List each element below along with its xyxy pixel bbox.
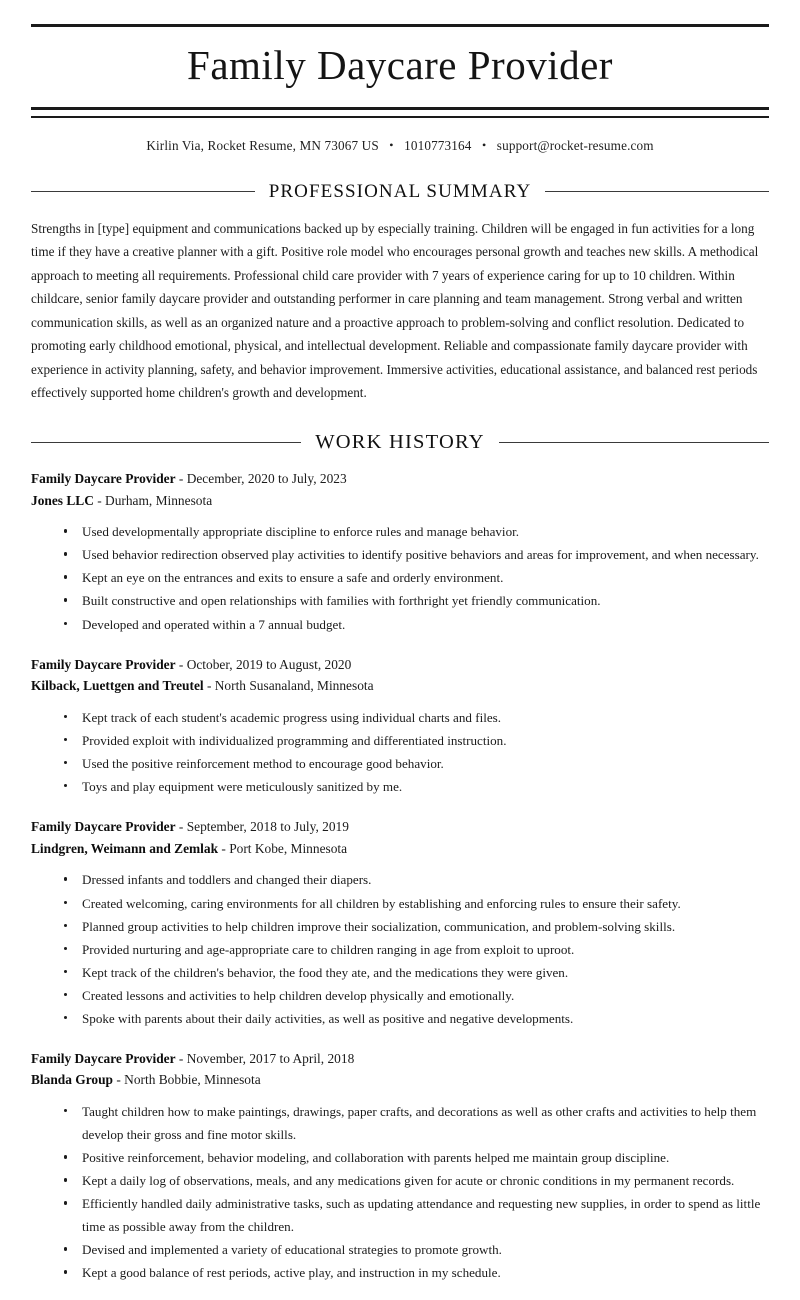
- job-bullet: Devised and implemented a variety of educational strategies to promote growth.: [51, 1238, 769, 1261]
- job-bullet: Used developmentally appropriate discipline to enforce rules and manage behavior.: [51, 520, 769, 543]
- job-company-dash: -: [218, 840, 230, 856]
- job-company: Jones LLC: [31, 492, 94, 508]
- section-rule-left: [31, 442, 301, 443]
- job-title: Family Daycare Provider: [31, 819, 176, 835]
- job-location: North Susanaland, Minnesota: [214, 678, 374, 694]
- professional-summary-section: [0, 181, 800, 405]
- resume-header: [0, 24, 800, 155]
- section-rule-right: [499, 442, 769, 443]
- job-location: Port Kobe, Minnesota: [229, 840, 348, 856]
- job-bullet: Created welcoming, caring environments for all children by establishing and enforcing rules to ensure their safety.: [51, 892, 769, 915]
- job-bullet: Created lessons and activities to help children develop physically and emotionally.: [51, 984, 769, 1007]
- job-company-line: [31, 838, 769, 860]
- job-bullet-list: [31, 706, 769, 798]
- job-title-dash: -: [175, 819, 187, 835]
- section-heading-work-history: [31, 431, 769, 454]
- job-title-dash: -: [175, 470, 187, 486]
- job-company-dash: -: [93, 492, 106, 508]
- work-history-entry: [31, 1048, 769, 1285]
- work-history-section: [0, 431, 800, 1284]
- job-bullet: Toys and play equipment were meticulously sanitized by me.: [51, 775, 769, 798]
- job-company-dash: -: [113, 1072, 125, 1088]
- header-bottom-double-rule: [31, 107, 769, 118]
- job-bullet: Taught children how to make paintings, drawings, paper crafts, and decorations as well as other crafts and activities to help them develop their gross and fine motor skills.: [51, 1100, 769, 1146]
- job-bullet: Provided nurturing and age-appropriate care to children ranging in age from exploit to uproot.: [51, 938, 769, 961]
- job-dates: September, 2018 to July, 2019: [186, 819, 349, 835]
- contact-email[interactable]: support@rocket-resume.com: [496, 138, 654, 154]
- job-title-line: [31, 816, 769, 838]
- job-bullet-list: [31, 1100, 769, 1284]
- job-dates: October, 2019 to August, 2020: [186, 656, 352, 672]
- contact-line: [31, 118, 769, 155]
- job-title: Family Daycare Provider: [31, 656, 176, 672]
- section-title: WORK HISTORY: [315, 430, 485, 453]
- job-bullet: Planned group activities to help children improve their socialization, communication, and problem-solving skills.: [51, 915, 769, 938]
- job-title-line: [31, 468, 769, 490]
- job-location: Durham, Minnesota: [105, 492, 213, 508]
- job-bullet: Kept track of each student's academic progress using individual charts and files.: [51, 706, 769, 729]
- job-bullet: Efficiently handled daily administrative tasks, such as updating attendance and requesting new supplies, in order to spend as little time as possible away from the children.: [51, 1192, 769, 1238]
- job-company-line: [31, 490, 769, 512]
- job-bullet: Spoke with parents about their daily activities, as well as positive and negative developments.: [51, 1007, 769, 1030]
- job-bullet-list: [31, 868, 769, 1029]
- section-rule-right: [545, 191, 769, 192]
- professional-summary-text: Strengths in [type] equipment and communications backed up by especially training. Children will be engaged in fun activities for a long time if they have a creative planner with a gift. Positive role model who encourages personal growth and teaches new skills. A methodical approach to meeting all requirements. Professional child care provider with 7 years of experience caring for up to 10 children. Within childcare, senior family daycare provider and outstanding performer in care planning and team management. Strong verbal and written communication skills, as well as an organized nature and a proactive approach to problem-solving and conflict resolution. Dedicated to promoting early childhood emotional, physical, and intellectual development. Reliable and compassionate family daycare provider with experience in activity planning, safety, and behavior improvement. Immersive activities, educational assistance, and balanced rest periods effectively supported home children's growth and development.: [31, 220, 759, 401]
- job-title: Family Daycare Provider: [31, 470, 176, 486]
- job-location: North Bobbie, Minnesota: [124, 1072, 261, 1088]
- page-bottom-spacer: [0, 1284, 800, 1300]
- job-title-line: [31, 654, 769, 676]
- job-bullet-list: [31, 520, 769, 635]
- work-history-entry: [31, 468, 769, 636]
- job-company: Kilback, Luettgen and Treutel: [31, 678, 204, 694]
- contact-separator-2: •: [481, 138, 487, 153]
- section-title: PROFESSIONAL SUMMARY: [268, 180, 532, 202]
- job-bullet: Used behavior redirection observed play activities to identify positive behaviors and areas for improvement, and when necessary.: [51, 543, 769, 566]
- job-bullet: Provided exploit with individualized programming and differentiated instruction.: [51, 729, 769, 752]
- work-history-entry: [31, 654, 769, 799]
- job-title: Family Daycare Provider: [31, 1050, 176, 1066]
- job-bullet: Built constructive and open relationships with families with forthright yet friendly communication.: [51, 589, 769, 612]
- job-title-dash: -: [175, 656, 187, 672]
- job-company-line: [31, 675, 769, 697]
- job-company: Lindgren, Weimann and Zemlak: [31, 840, 219, 856]
- job-company-line: [31, 1069, 769, 1091]
- job-title-dash: -: [175, 1050, 187, 1066]
- contact-separator-1: •: [389, 138, 394, 153]
- job-company-dash: -: [203, 678, 215, 694]
- job-bullet: Kept track of the children's behavior, the food they ate, and the medications they were given.: [51, 961, 769, 984]
- job-title-line: [31, 1048, 769, 1070]
- work-history-entry: [31, 816, 769, 1030]
- job-bullet: Kept an eye on the entrances and exits to ensure a safe and orderly environment.: [51, 566, 769, 589]
- job-dates: December, 2020 to July, 2023: [186, 470, 347, 486]
- contact-address: Kirlin Via, Rocket Resume, MN 73067 US: [146, 138, 379, 154]
- work-history-list: [31, 468, 769, 1284]
- section-rule-left: [31, 191, 255, 192]
- job-dates: November, 2017 to April, 2018: [186, 1050, 355, 1066]
- job-bullet: Kept a daily log of observations, meals, and any medications given for acute or chronic conditions in my permanent records.: [51, 1169, 769, 1192]
- job-bullet: Used the positive reinforcement method to encourage good behavior.: [51, 752, 769, 775]
- contact-phone[interactable]: 1010773164: [404, 138, 472, 154]
- page-title: Family Daycare Provider: [187, 42, 613, 88]
- job-bullet: Dressed infants and toddlers and changed their diapers.: [51, 868, 769, 891]
- section-heading-professional-summary: [31, 181, 769, 203]
- resume-page: [0, 24, 800, 1300]
- job-company: Blanda Group: [31, 1072, 113, 1088]
- job-bullet: Positive reinforcement, behavior modeling, and collaboration with parents helped me maintain group discipline.: [51, 1146, 769, 1169]
- job-bullet: Developed and operated within a 7 annual budget.: [51, 613, 769, 636]
- job-bullet: Kept a good balance of rest periods, active play, and instruction in my schedule.: [51, 1261, 769, 1284]
